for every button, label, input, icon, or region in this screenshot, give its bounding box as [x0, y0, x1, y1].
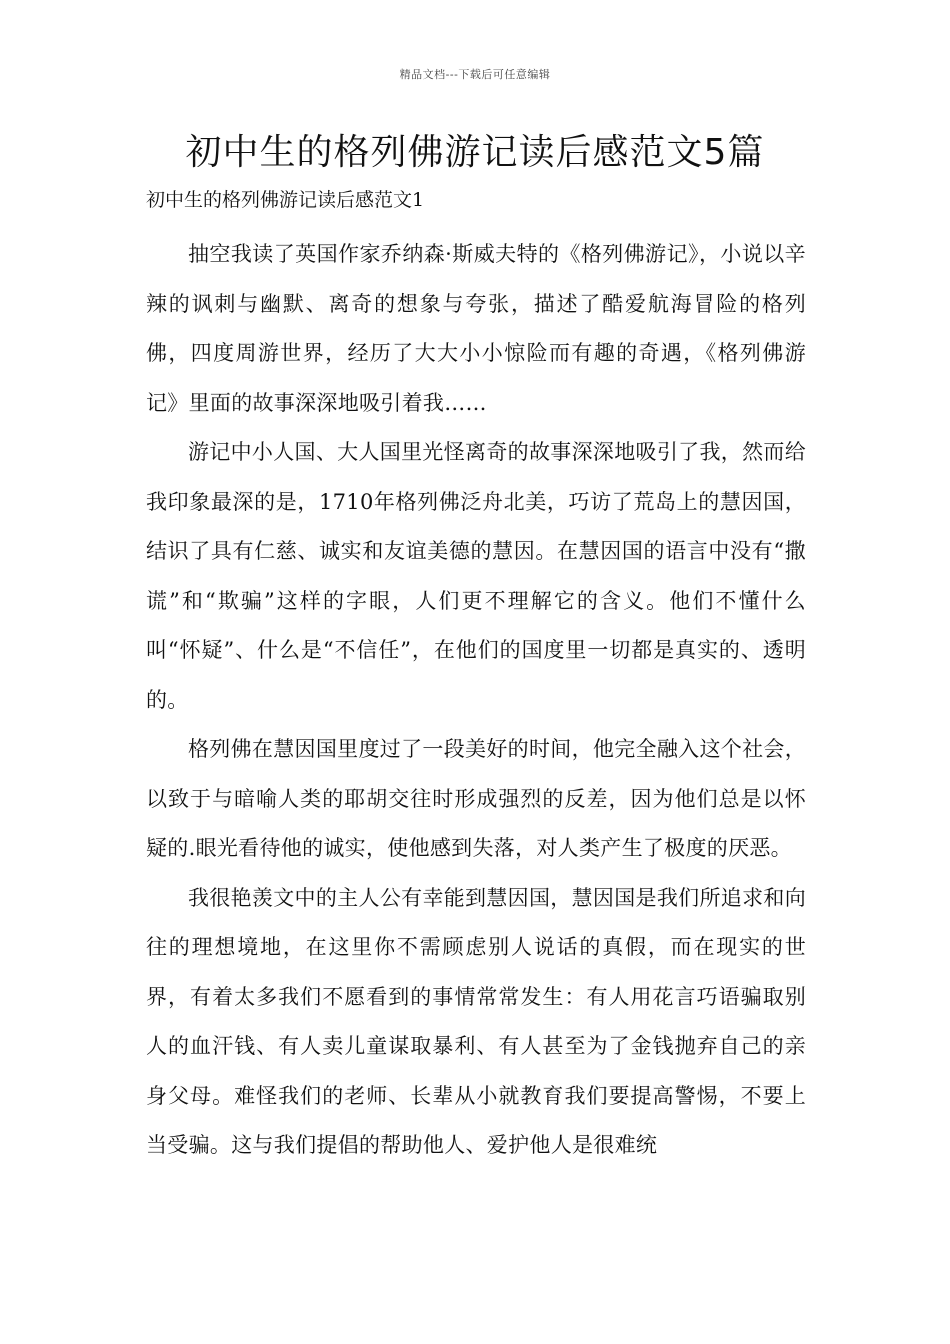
header-note: 精品文档---下载后可任意编辑 — [399, 68, 551, 81]
paragraph-1: 抽空我读了英国作家乔纳森·斯威夫特的《格列佛游记》，小说以辛辣的讽刺与幽默、离奇的想象与夸张，描述了酷爱航海冒险的格列佛，四度周游世界，经历了大大小小惊险而有趣的奇遇，《格列佛游记》里面的故事深深地吸引着我…… — [146, 242, 806, 415]
document-body — [146, 230, 806, 1171]
paragraph-3: 格列佛在慧因国里度过了一段美好的时间，他完全融入这个社会，以致于与暗喻人类的耶胡交往时形成强烈的反差，因为他们总是以怀疑的.眼光看待他的诚实，使他感到失落，对人类产生了极度的厌恶。 — [146, 737, 806, 860]
document-title: 初中生的格列佛游记读后感范文5篇 — [185, 132, 765, 173]
section-heading: 初中生的格列佛游记读后感范文1 — [146, 189, 425, 211]
paragraph-4: 我很艳羡文中的主人公有幸能到慧因国，慧因国是我们所追求和向往的理想境地，在这里你不需顾虑别人说话的真假，而在现实的世界，有着太多我们不愿看到的事情常常发生：有人用花言巧语骗取别人的血汗钱、有人卖儿童谋取暴利、有人甚至为了金钱抛弃自己的亲身父母。难怪我们的老师、长辈从小就教育我们要提高警惕，不要上当受骗。这与我们提倡的帮助他人、爱护他人是很难统 — [146, 885, 806, 1157]
paragraph-2: 游记中小人国、大人国里光怪离奇的故事深深地吸引了我，然而给我印象最深的是，1710年格列佛泛舟北美，巧访了荒岛上的慧因国，结识了具有仁慈、诚实和友谊美德的慧因。在慧因国的语言中没有“撒谎”和“欺骗”这样的字眼，人们更不理解它的含义。他们不懂什么叫“怀疑”、什么是“不信任”，在他们的国度里一切都是真实的、透明的。 — [146, 440, 806, 712]
